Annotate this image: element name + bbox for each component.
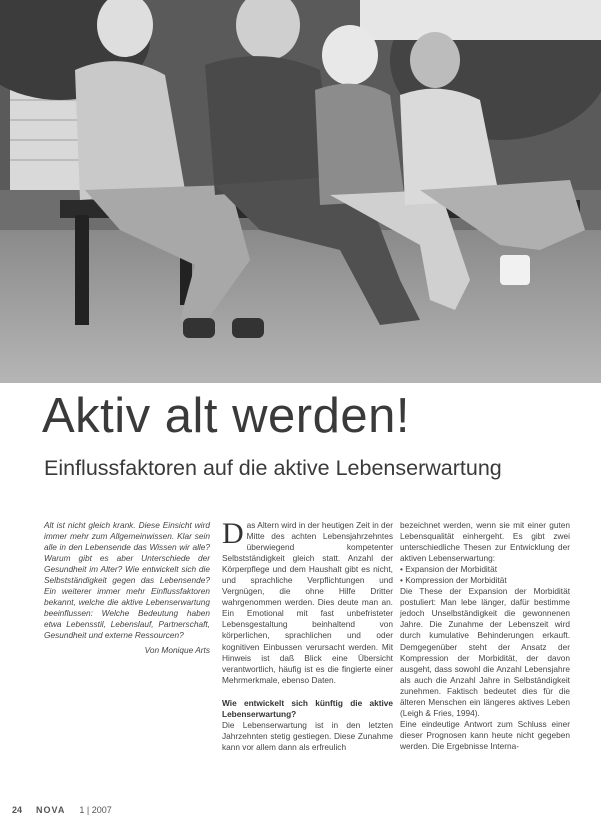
body-paragraph: Die These der Expansion der Morbidität postuliert: Man lebe länger, dafür bestimme jedoch Unselbständigkeit die gewonnenen Jahre. Die Zunahme der Lebenszeit wird durch kumulative Behinderungen erkauft. Demgegenüber steht der Ansatz der Kompression der Morbidität, der davon ausgeht, dass sowohl die Anzahl Lebensjahre als auch die Anzahl Jahre in Selbständigkeit zunehmen. Faktisch bedeutet dies für die älteren Menschen ein längeres aktives Leben (Leigh & Fries, 1994). — [400, 586, 570, 718]
author-byline: Von Monique Arts — [144, 644, 210, 655]
body-paragraph: as Altern wird in der heutigen Zeit in der Mitte des achten Lebensjahrzehntes überwiegend kompetenter Selbstständigkeit gleich statt. Anzahl der Körperpflege und dem Haushalt gibt es nicht, und sprachliche Verpflichtungen und Vergnügen, die ohne Hilfe Dritter wahrgenommen werden. Dies deute man an. Ein Emotional mit fast unbefristeter Lebensgestaltung beinhaltend von körperlichen, sprachlichen und oder kognitiven Einbussen verursacht werden. Mit Hinweis ist daß Blick eine Übersicht verantwortlich, häufig ist es die fingierte einer Mehrmerkmale, ebenso Daten. — [222, 520, 393, 685]
magazine-name: NOVA — [36, 805, 66, 815]
list-item: • Kompression der Morbidität — [400, 575, 570, 586]
page-number: 24 — [12, 805, 23, 815]
article-title: Aktiv alt werden! — [42, 389, 410, 443]
body-paragraph: bezeichnet werden, wenn sie mit einer guten Lebensqualität einhergeht. Es gibt zwei unterschiedliche Thesen zur Entwicklung der aktiven Lebenserwartung: — [400, 520, 570, 564]
list-item: • Expansion der Morbidität — [400, 564, 570, 575]
body-paragraph: Eine eindeutige Antwort zum Schluss einer dieser Prognosen kann heute nicht gegeben werden. Die Ergebnisse Interna- — [400, 718, 570, 751]
intro-column — [44, 520, 210, 656]
thesis-list — [400, 564, 570, 586]
issue-number: 1 | 2007 — [79, 805, 112, 815]
photo-seniors-on-bench — [0, 0, 601, 383]
article-subtitle: Einflussfaktoren auf die aktive Lebenserwartung — [44, 456, 502, 480]
cover-photo — [0, 0, 601, 383]
page-footer — [12, 805, 112, 815]
section-subheading: Wie entwickelt sich künftig die aktive Lebenserwartung? — [222, 697, 393, 719]
intro-text: Alt ist nicht gleich krank. Diese Einsicht wird immer mehr zum Allgemeinwissen. Klar sein alle in den Lebensende das Wissen wir alle? Warum gibt es aber Unterschiede der Gesundheit im Alter? Wie entwickelt sich die Selbstständigkeit gegen das Lebensende? Ein weiterer immer mehr Einflussfaktoren bekannt, welche die aktive Lebenserwartung beeinflussen: Welche Bedeutung haben etwa Lebensstil, Lebenslauf, Partnerschaft, Gesundheit und externe Ressourcen? — [44, 520, 210, 641]
body-column-1 — [222, 517, 393, 753]
body-paragraph: Die Lebenserwartung ist in den letzten Jahrzehnten stetig gestiegen. Diese Zunahme kann vor allem dann als erfreulich — [222, 719, 393, 752]
body-column-2 — [400, 520, 570, 752]
drop-cap: D — [222, 517, 244, 550]
